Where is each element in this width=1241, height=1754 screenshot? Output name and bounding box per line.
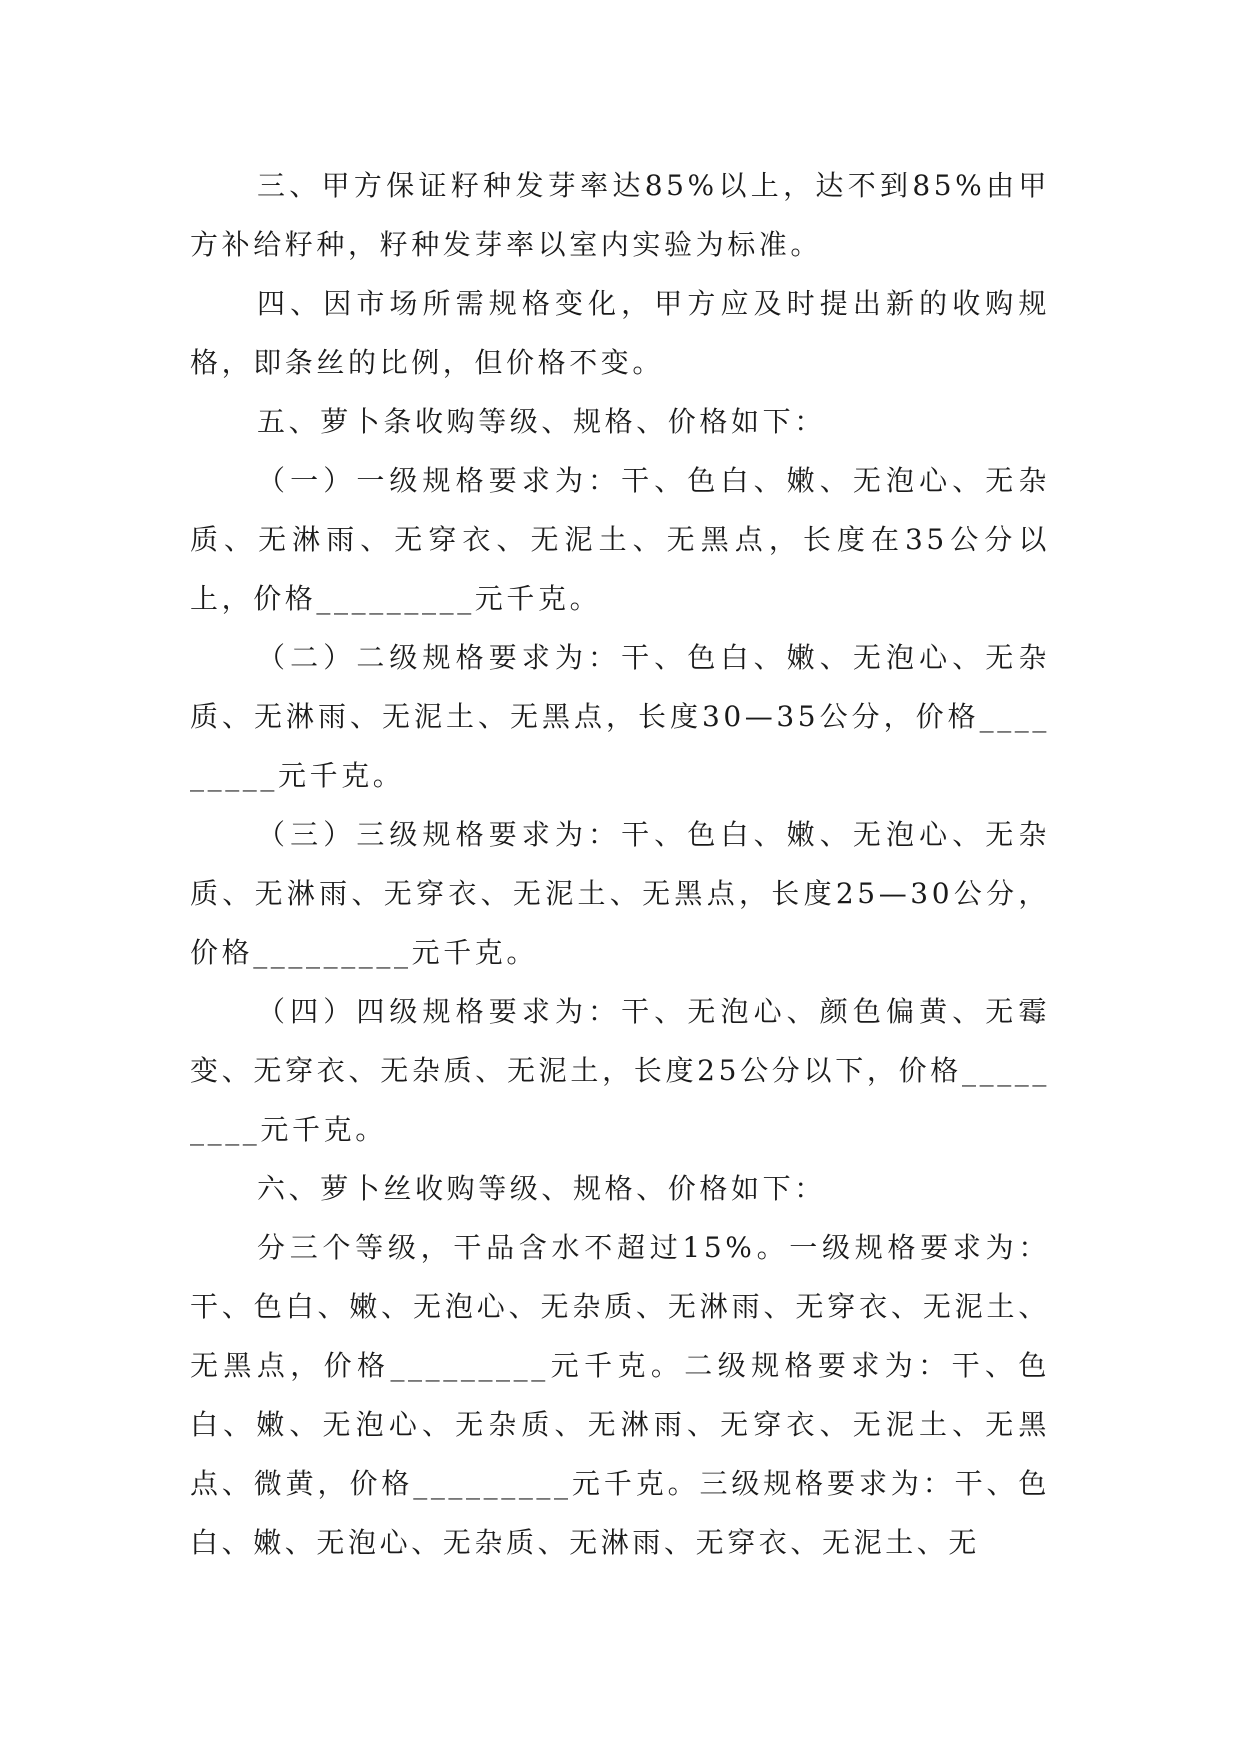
paragraph-strip-grade-2: （二）二级规格要求为：干、色白、嫩、无泡心、无杂质、无淋雨、无泥土、无黑点，长度30—35公分，价格_________元千克。	[190, 641, 1050, 792]
paragraph-strip-grade-3: （三）三级规格要求为：干、色白、嫩、无泡心、无杂质、无淋雨、无穿衣、无泥土、无黑点，长度25—30公分，价格_________元千克。	[190, 818, 1050, 969]
paragraph-strip-heading: 五、萝卜条收购等级、规格、价格如下：	[257, 405, 826, 438]
paragraph-seed-germination: 三、甲方保证籽种发芽率达85%以上，达不到85%由甲方补给籽种，籽种发芽率以室内实验为标准。	[190, 169, 1050, 261]
paragraph-strip-grade-1: （一）一级规格要求为：干、色白、嫩、无泡心、无杂质、无淋雨、无穿衣、无泥土、无黑点，长度在35公分以上，价格_________元千克。	[190, 464, 1050, 615]
paragraph-spec-change: 四、因市场所需规格变化，甲方应及时提出新的收购规格，即条丝的比例，但价格不变。	[190, 287, 1050, 379]
paragraph-strip-grade-4: （四）四级规格要求为：干、无泡心、颜色偏黄、无霉变、无穿衣、无杂质、无泥土，长度25公分以下，价格_________元千克。	[190, 995, 1050, 1146]
paragraph-shred-heading: 六、萝卜丝收购等级、规格、价格如下：	[257, 1172, 826, 1205]
paragraph-shred-grades: 分三个等级，干品含水不超过15%。一级规格要求为：干、色白、嫩、无泡心、无杂质、无淋雨、无穿衣、无泥土、无黑点，价格_________元千克。二级规格要求为：干、色白、嫩、无泡心、无杂质、无淋雨、无穿衣、无泥土、无黑点、微黄，价格_________元千克。三级规格要求为：干、色白、嫩、无泡心、无杂质、无淋雨、无穿衣、无泥土、无	[190, 1231, 1050, 1559]
document-body	[190, 156, 1050, 1572]
